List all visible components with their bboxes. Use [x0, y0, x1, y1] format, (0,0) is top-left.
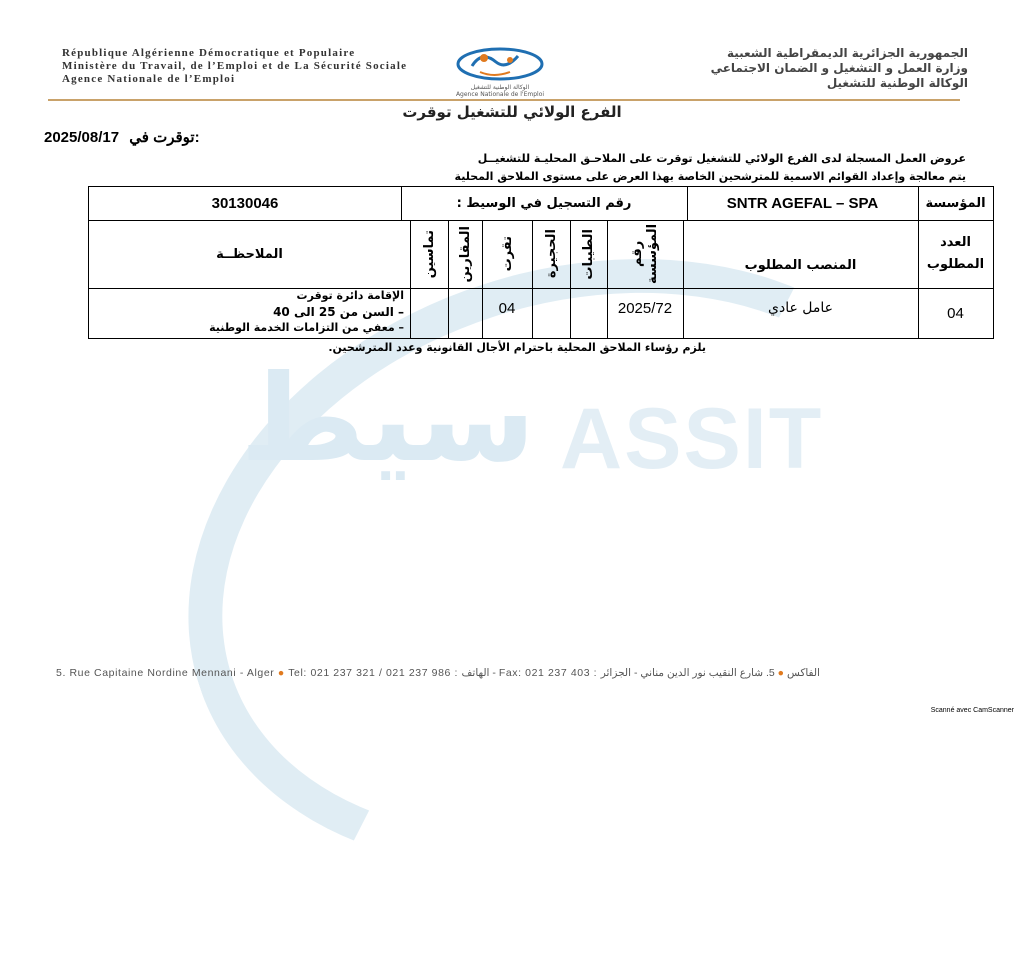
organization-name: SNTR AGEFAL – SPA: [726, 195, 879, 212]
col-header-count: العدد المطلوب: [926, 235, 985, 272]
header-fr-line3: Agence Nationale de l’Emploi: [62, 73, 236, 85]
logo-caption-fr: Agence Nationale de l'Emploi: [455, 91, 545, 98]
note-line: الإقامة دائرة توقرت: [296, 289, 404, 302]
col-header-tibesti: الطيبات: [581, 228, 596, 280]
col-header-position: المنصب المطلوب: [744, 258, 857, 273]
cell-tougourt: 04: [498, 299, 516, 317]
note-line: – معفي من التزامات الخدمة الوطنية: [209, 321, 404, 334]
logo-caption-ar: الوكالة الوطنية للتشغيل: [470, 84, 530, 91]
footer-dot-icon: ●: [277, 667, 285, 679]
header-ar-line3: الوكالة الوطنية للتشغيل: [826, 76, 968, 90]
col-header-megarine: المقارين: [457, 225, 473, 283]
logo-caption: [450, 84, 550, 98]
watermark-arabic-logo: سيط: [240, 350, 536, 489]
date-value: 2025/08/17: [44, 129, 120, 146]
col-header-hadjira: الحجيرة: [543, 229, 559, 279]
scanner-stamp: Scanné avec CamScanner: [930, 707, 1014, 714]
header-ar-line1: الجمهورية الجزائرية الديمقراطية الشعبية: [726, 46, 968, 60]
footer-fr: 5. Rue Capitaine Nordine Mennani - Alger: [56, 667, 275, 679]
header-fr-line1: République Algérienne Démocratique et Populaire: [62, 47, 356, 59]
header-french: [62, 47, 407, 86]
footer-dot-icon: ●: [777, 667, 785, 679]
col-header-temacine-cell: [410, 220, 448, 288]
notice-text: يلزم رؤساء الملاحق المحلية باحترام الأجال القانونية وعدد المترشحين.: [328, 341, 706, 354]
date-line: [44, 128, 200, 146]
footer-address: [56, 667, 936, 679]
note-line: – السن من 25 الى 40: [273, 305, 404, 319]
footer-ar: 5. شارع النقيب نور الدين مناني - الجزائر: [600, 667, 775, 679]
cell-position: عامل عادي: [768, 300, 833, 316]
job-offer-table: [88, 186, 994, 339]
header-arabic: [711, 46, 968, 91]
col-header-offer-no: رقم المؤسسة: [630, 223, 660, 284]
header-fr-line2: Ministère du Travail, de l’Emploi et de La Sécurité Sociale: [62, 60, 408, 72]
col-header-temacine: تماسين: [421, 229, 437, 279]
cell-offer-no: 2025/72: [617, 299, 673, 317]
intro-line-2: يتم معالجة وإعداد القوائم الاسمية للمترشحين الخاصة بهذا العرض على مستوى الملاحق المحلية: [454, 170, 966, 183]
header-ar-line2: وزارة العمل و التشغيل و الضمان الاجتماعي: [710, 61, 968, 75]
header-divider: [48, 99, 960, 101]
cell-count: 04: [947, 304, 964, 322]
cell-temacine: [410, 288, 448, 338]
col-header-tougourt-cell: [482, 220, 532, 288]
cell-hadjira: [532, 288, 570, 338]
col-header-tibesti-cell: [570, 220, 607, 288]
date-label: توقرت في:: [129, 129, 200, 146]
col-header-tougourt: تقرت: [499, 236, 515, 272]
registration-label: رقم التسجيل في الوسيط :: [456, 196, 632, 211]
row-notes: [89, 288, 404, 338]
cell-megarine: [448, 288, 482, 338]
watermark-text: ASSIT: [560, 391, 824, 487]
registration-number: 30130046: [211, 195, 279, 212]
organization-label: المؤسسة: [925, 196, 986, 211]
col-header-hadjira-cell: [532, 220, 570, 288]
col-header-offer-no-cell: [607, 220, 683, 288]
col-header-megarine-cell: [448, 220, 482, 288]
branch-title: الفرع الولائي للتشغيل توقرت: [402, 103, 622, 121]
cell-tibesti: [570, 288, 607, 338]
intro-line-1: عروض العمل المسجلة لدى الفرع الولائي للتشغيل توقرت على الملاحـق المحليـة للتشغيــل: [477, 152, 966, 165]
footer-tel: Tel: 021 237 321 / 021 237 986 : الهاتف - Fax: 021 237 403 : الفاكس: [288, 667, 820, 679]
col-header-notes: الملاحظــة: [216, 246, 283, 262]
